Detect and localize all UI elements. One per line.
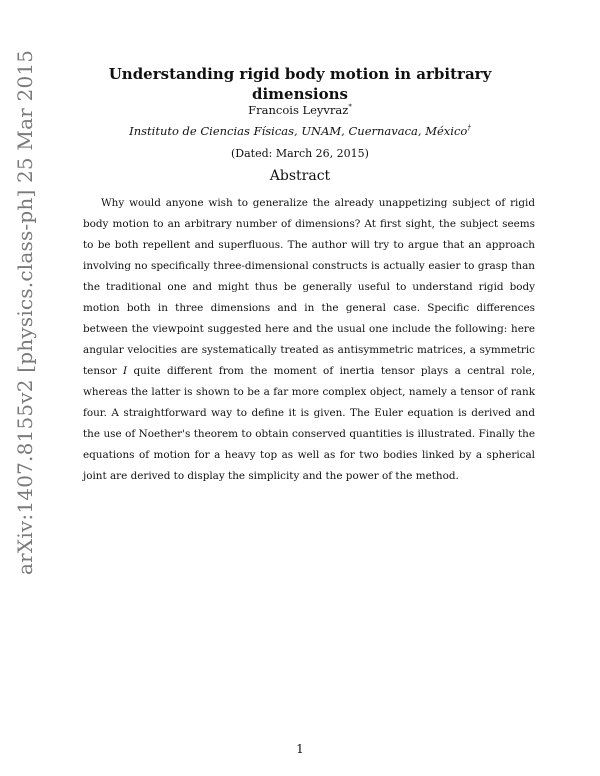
- author-name: Francois Leyvraz: [248, 103, 349, 117]
- affiliation-line: [60, 123, 540, 139]
- abstract-body: [83, 193, 535, 487]
- abstract-heading: Abstract: [269, 168, 331, 184]
- abstract-math-symbol: I: [123, 365, 128, 377]
- affiliation-footnote-mark[interactable]: †: [467, 124, 471, 133]
- abstract-text-part1: Why would anyone wish to generalize the already unappetizing subject of rigid body motion to an arbitrary number of dimensions? At first sight, the subject seems to be both repellent and superfluous. The author will try to argue that an approach involving no specifically three-dimensional constructs is actually easier to grasp than the traditional one and might thus be generally useful to understand rigid body motion both in three dimensions and in the general case. Specific differences between the viewpoint suggested here and the usual one include the following: here angular velocities are systematically treated as antisymmetric matrices, a symmetric tensor: [83, 197, 535, 377]
- paper-title: Understanding rigid body motion in arbitrary dimensions: [108, 65, 492, 103]
- arxiv-identifier-stamp[interactable]: arXiv:1407.8155v2 [physics.class-ph] 25 Mar 2015: [13, 49, 37, 575]
- date-line: (Dated: March 26, 2015): [231, 147, 369, 160]
- abstract-text-part2: quite different from the moment of inertia tensor plays a central role, whereas the latter is shown to be a far more complex object, namely a tensor of rank four. A straightforward way to define it is given. The Euler equation is derived and the use of Noether's theorem to obtain conserved quantities is illustrated. Finally the equations of motion for a heavy top as well as for two bodies linked by a spherical joint are derived to display the simplicity and the power of the method.: [83, 365, 535, 482]
- page-number: 1: [296, 742, 304, 756]
- author-footnote-mark[interactable]: *: [348, 103, 352, 112]
- author-line: [60, 102, 540, 118]
- affiliation-text: Instituto de Ciencias Físicas, UNAM, Cuernavaca, México: [129, 124, 468, 138]
